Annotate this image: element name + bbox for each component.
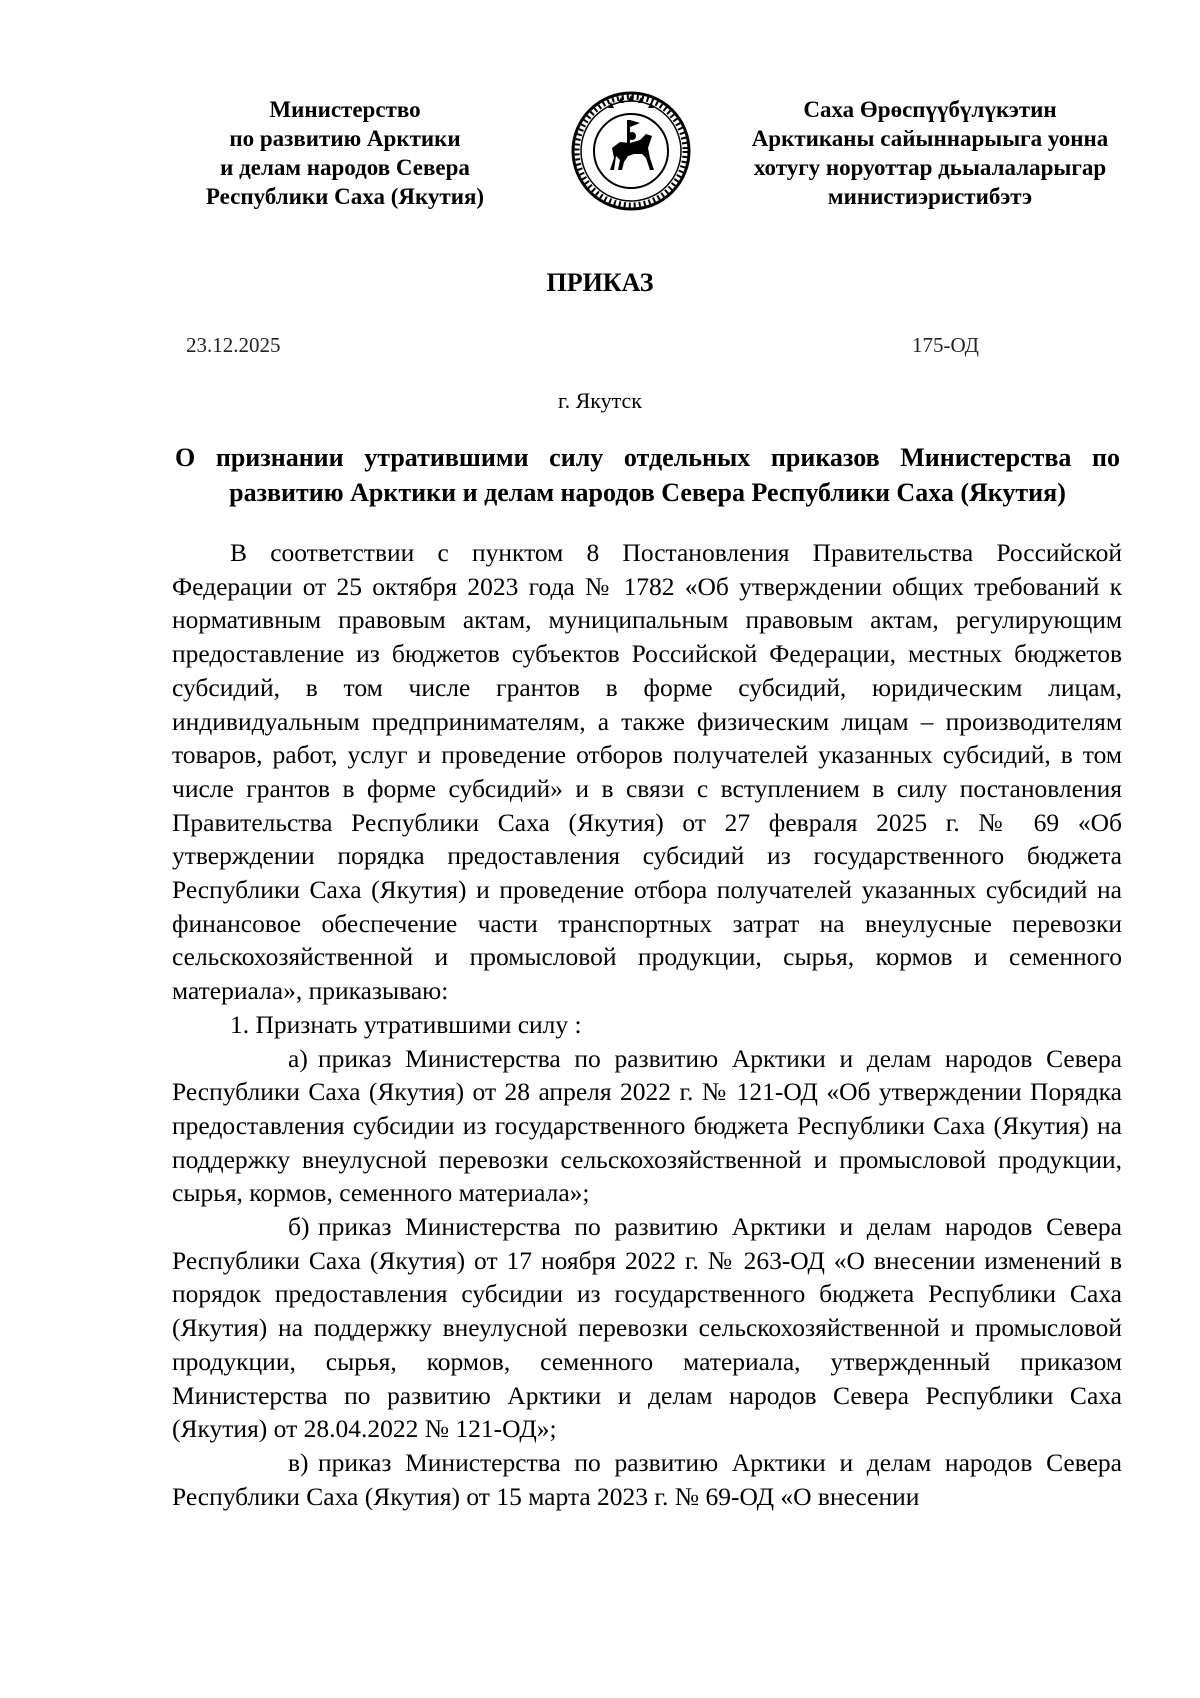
list-item-v [172, 1446, 1122, 1513]
order-subject: О признании утратившими силу отдельных приказов Министерства по развитию Арктики и делам народов Севера Республики Саха (Якутия) [175, 443, 1120, 507]
ministry-name-yakut [720, 95, 1140, 211]
ministry-name-russian [180, 95, 510, 211]
list-item-label: в) [288, 1447, 309, 1477]
intro-paragraph: В соответствии с пунктом 8 Постановления Правительства Российской Федерации от 25 октября 2023 года № 1782 «Об утверждении общих требований к нормативным правовым актам, муниципальным правовым актам, регулирующим предоставление из бюджетов субъектов Российской Федерации, местных бюджетов субсидий, в том числе грантов в форме субсидий, юридическим лицам, индивидуальным предпринимателям, а также физическим лицам – производителям товаров, работ, услуг и проведение отборов получателей указанных субсидий, в том числе грантов в форме субсидий» и в связи с вступлением в силу постановления Правительства Республики Саха (Якутия) от 27 февраля 2025 г. № 69 «Об утверждении порядка предоставления субсидий из государственного бюджета Республики Саха (Якутия) и проведение отбора получателей указанных субсидий на финансовое обеспечение части транспортных затрат на внеулусные перевозки сельскохозяйственной и промысловой продукции, сырья, кормов и семенного материала», приказываю: [172, 538, 1122, 1006]
ministry-name-line: Министерство [269, 97, 421, 122]
list-item-text: приказ Министерства по развитию Арктики и делам народов Севера Республики Саха (Якутия) от 17 ноября 2022 г. № 263-ОД «О внесении изменений в порядок предоставления субсидии из государственного бюджета Республики Саха (Якутия) на поддержку внеулусной перевозки сельскохозяйственной и промысловой продукции, сырья, кормов, семенного материала, утвержденный приказом Министерства по развитию Арктики и делам народов Севера Республики Саха (Якутия) от 28.04.2022 № 121-ОД»; [172, 1212, 1122, 1444]
ministry-name-line: и делам народов Севера [220, 155, 470, 180]
ministry-name-line: Арктиканы сайыннарыыга уонна [751, 126, 1109, 151]
order-city: г. Якутск [558, 388, 642, 413]
order-date: 23.12.2025 [186, 333, 281, 357]
list-item-label: а) [288, 1043, 308, 1073]
list-item-label: б) [288, 1212, 310, 1242]
ministry-name-line: Республики Саха (Якутия) [205, 184, 485, 209]
document-title: ПРИКАЗ [546, 268, 654, 297]
ministry-name-line: хотугу норуоттар дьыалаларыгар [753, 155, 1107, 180]
order-body [172, 536, 1122, 1513]
point-1: 1. Признать утратившими силу : [230, 1009, 582, 1039]
list-item-a [172, 1042, 1122, 1211]
coat-of-arms-icon [570, 90, 692, 212]
ministry-name-line: Саха Өрөспүүбүлүкэтин [803, 97, 1057, 122]
ministry-name-line: по развитию Арктики [229, 126, 461, 151]
list-item-text: приказ Министерства по развитию Арктики и делам народов Севера Республики Саха (Якутия) от 15 марта 2023 г. № 69-ОД «О внесении [172, 1447, 1122, 1511]
list-item-text: приказ Министерства по развитию Арктики и делам народов Севера Республики Саха (Якутия) от 28 апреля 2022 г. № 121-ОД «Об утверждении Порядка предоставления субсидии из государственного бюджета Республики Саха (Якутия) на поддержку внеулусной перевозки сельскохозяйственной и промысловой продукции, сырья, кормов, семенного материала»; [172, 1043, 1122, 1208]
list-item-b [172, 1210, 1122, 1446]
ministry-name-line: министиэристибэтэ [827, 184, 1033, 209]
order-number: 175-ОД [912, 333, 979, 357]
